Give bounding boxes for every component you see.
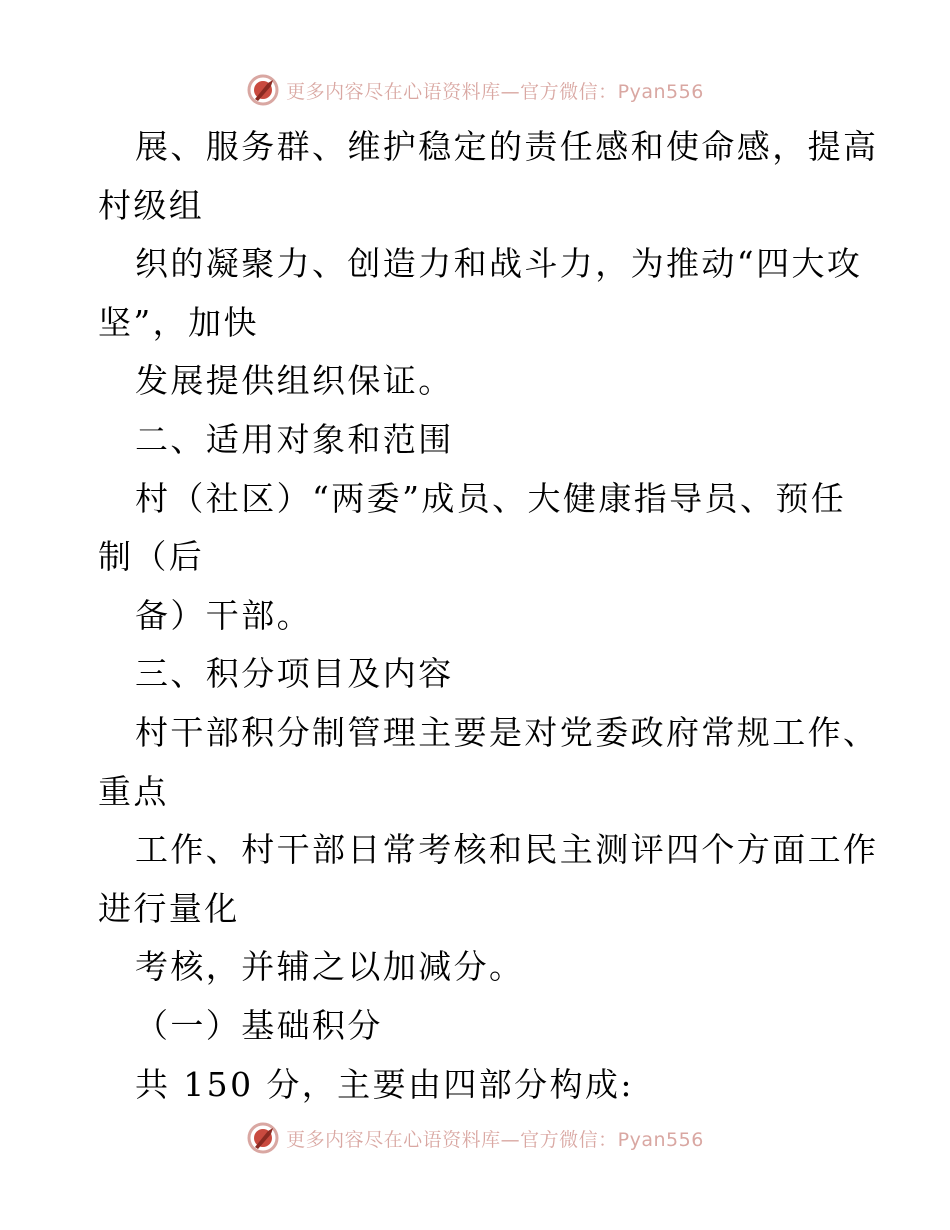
text-line: 备）干部。 <box>135 595 312 635</box>
header-watermark <box>0 70 950 110</box>
text-line: 制（后 <box>98 537 205 577</box>
text-line: 坚”，加快 <box>98 302 259 342</box>
text-line: 进行量化 <box>98 888 240 928</box>
text-line: 共 150 分，主要由四部分构成: <box>135 1064 634 1104</box>
text-line: 考核，并辅之以加减分。 <box>135 947 525 987</box>
subsection-heading: （一）基础积分 <box>135 1005 383 1045</box>
text-line: 织的凝聚力、创造力和战斗力，为推动“四大攻 <box>135 244 863 284</box>
text-line: 展、服务群、维护稳定的责任感和使命感，提高 <box>135 127 879 166</box>
footer-watermark <box>0 1118 950 1158</box>
pen-nib-logo-icon <box>246 73 280 107</box>
text-line: 发展提供组织保证。 <box>135 361 454 401</box>
section-heading: 三、积分项目及内容 <box>135 654 454 694</box>
section-heading: 二、适用对象和范围 <box>135 419 454 459</box>
text-line: 村（社区）“两委”成员、大健康指导员、预任 <box>135 478 847 518</box>
document-body <box>98 118 879 1114</box>
watermark-text: 更多内容尽在心语资料库—官方微信：Pyan556 <box>286 80 704 103</box>
pen-nib-logo-icon <box>246 1121 280 1155</box>
text-line: 重点 <box>98 771 169 811</box>
text-line: 村级组 <box>98 185 205 225</box>
text-line: 村干部积分制管理主要是对党委政府常规工作、 <box>135 712 879 752</box>
watermark-text: 更多内容尽在心语资料库—官方微信：Pyan556 <box>286 1128 704 1151</box>
text-line: 工作、村干部日常考核和民主测评四个方面工作 <box>135 830 879 870</box>
